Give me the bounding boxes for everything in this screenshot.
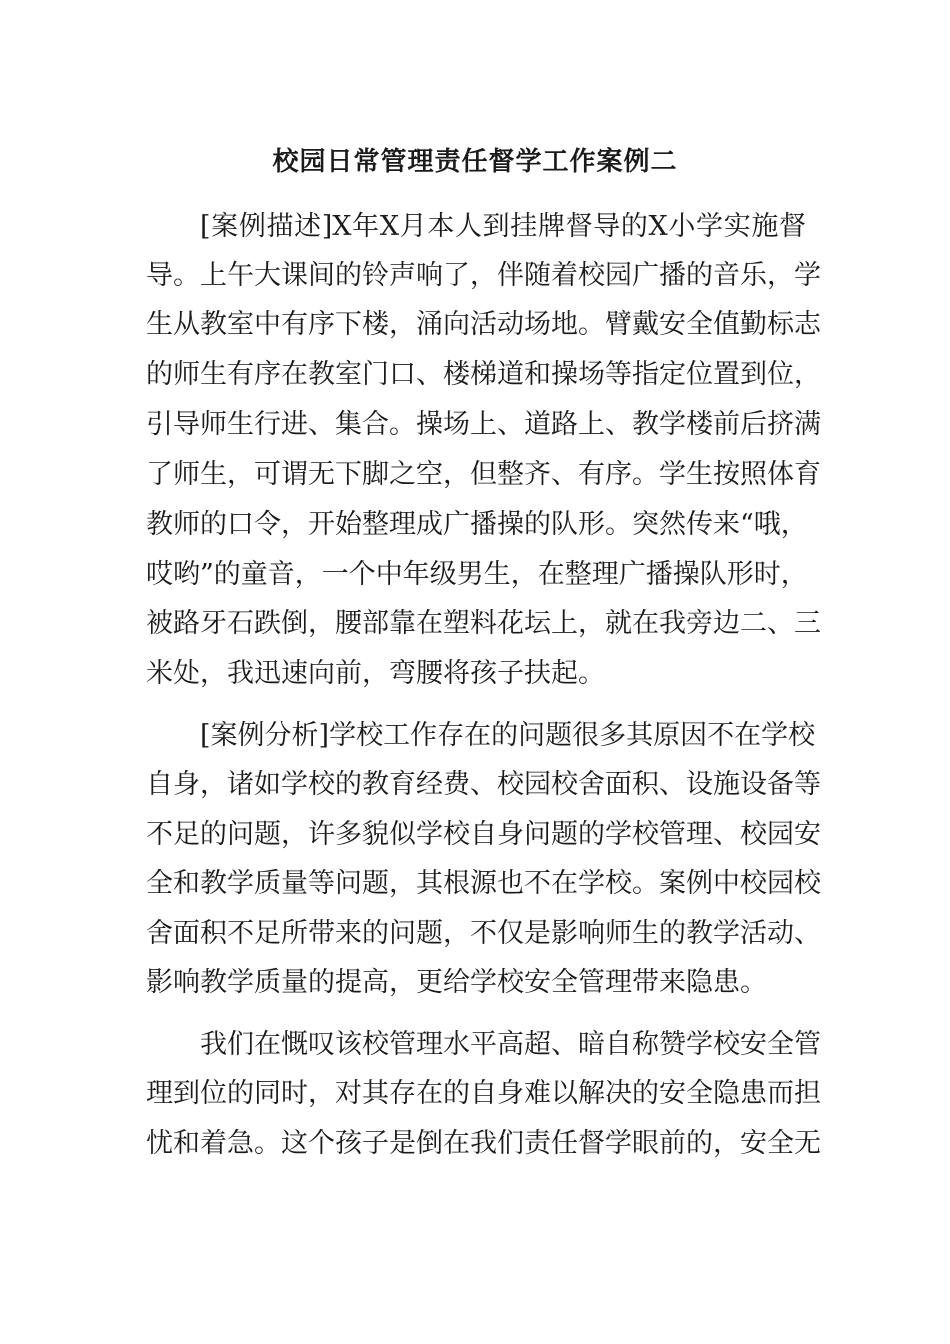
paragraph-line: 影响教学质量的提高，更给学校安全管理带来隐患。 — [146, 967, 767, 998]
paragraph-line: 的师生有序在教室门口、楼梯道和操场等指定位置到位， — [146, 359, 821, 390]
paragraph-line: 了师生，可谓无下脚之空，但整齐、有序。学生按照体育 — [146, 459, 821, 490]
paragraph-line: 引导师生行进、集合。操场上、道路上、教学楼前后挤满 — [146, 409, 821, 440]
paragraph-line: 被路牙石跌倒，腰部靠在塑料花坛上，就在我旁边二、三 — [146, 608, 821, 639]
paragraph-line: 米处，我迅速向前，弯腰将孩子扶起。 — [146, 658, 605, 689]
paragraph-line: 教师的口令，开始整理成广播操的队形。突然传来“哦， — [146, 509, 808, 540]
paragraph-line: 哎哟”的童音，一个中年级男生，在整理广播操队形时， — [146, 559, 808, 590]
paragraph-line: 理到位的同时，对其存在的自身难以解决的安全隐患而担 — [146, 1078, 821, 1109]
paragraph-line: 舍面积不足所带来的问题，不仅是影响师生的教学活动、 — [146, 918, 821, 949]
document-title: 校园日常管理责任督学工作案例二 — [272, 147, 678, 177]
paragraph-line: 生从教室中有序下楼，涌向活动场地。臂戴安全值勤标志 — [146, 309, 821, 340]
paragraph-line: [案例描述]X年X月本人到挂牌督导的X小学实施督 — [200, 211, 806, 242]
paragraph-line: 全和教学质量等问题，其根源也不在学校。案例中校园校 — [146, 868, 821, 899]
paragraph-line: 导。上午大课间的铃声响了，伴随着校园广播的音乐，学 — [146, 260, 821, 291]
paragraph-line: 忧和着急。这个孩子是倒在我们责任督学眼前的，安全无 — [146, 1128, 821, 1159]
paragraph-line: [案例分析]学校工作存在的问题很多其原因不在学校 — [200, 720, 816, 751]
paragraph-line: 自身，诸如学校的教育经费、校园校舍面积、设施设备等 — [146, 769, 821, 800]
paragraph-line: 不足的问题，许多貌似学校自身问题的学校管理、校园安 — [146, 819, 821, 850]
paragraph-line: 我们在慨叹该校管理水平高超、暗自称赞学校安全管 — [200, 1029, 821, 1060]
